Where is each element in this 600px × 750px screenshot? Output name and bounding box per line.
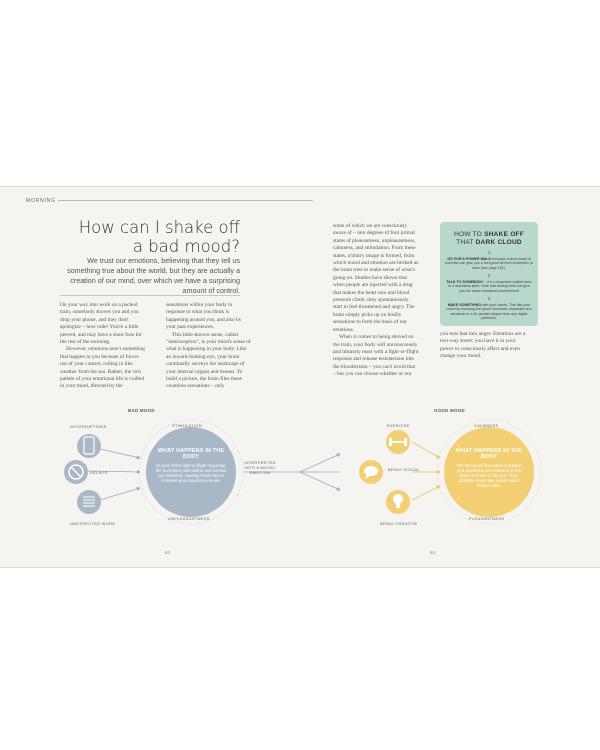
intro-text: We trust our emotions, believing that they tell us something true about the world, but they are actually a creation of our mind, over which we have a surprising amount of control. [66,256,240,295]
paragraph: sensations within your body in response to what you think is happening around you, and also by your past experiences. [166,302,242,331]
paragraph: some of which we are consciously aware of – into degrees of four primal states of pleasantness, unpleasantness, calmness, and stimulation. From these states, a blurry image is formed, from which mood and emotion are birthed as the brain tries to make sense of what's going on. Studies have shown that when people are injected with a drug that makes the heart race and blood pressure climb, they spontaneously start to feel threatened and angry. The brain simply picks up on bodily sensations to form the basis of our emotions. [333,223,419,333]
page-number-left: 62 [165,550,171,555]
paragraph: On your way into work on a packed train, somebody shoves you and you drop your phone, and they don't apologize – how rude! You're a little peeved, and may have a short fuse for the rest of the morning. [60,302,142,346]
label-delays: DELAYS [90,470,108,475]
arrow-exercise [412,442,440,458]
label-pleasantness: PLEASANTNESS [469,516,505,521]
good-circle-title: WHAT HAPPENS IN THE BODY [455,448,523,461]
sidebar-title: HOW TO SHAKE OFF THAT DARK CLOUD [453,231,524,246]
section-label: MORNING [26,198,56,204]
paragraph: When it comes to being shoved on the train, your body will unconsciously and instantly react with a fight-or-flight response and release testosterone into the bloodstream – you can't avoid that – but you can choose whether or not [333,334,419,378]
arrow-creative [412,486,440,500]
sidebar-tip-2: 2 TALK TO SOMEBODY – it's a dopamine-fuelled tonic to a downbeat spirit. Note that texting does not give you the same emotional nourishment! [446,273,532,293]
good-circle-text [453,448,525,489]
label-being-social: BEING SOCIAL [388,467,420,472]
label-transition: INTERPRETED INTO A MOOD/ EMOTION [244,460,276,475]
label-exercise: EXERCISE [387,423,410,428]
arrow-interruptions [100,449,140,458]
bad-circle-text [155,448,227,483]
sidebar-tip-3: 3 MAKE SOMETHING with your hands. This lifts your mood by boosting feel-good hormones dopamine and serotonin to a far greater degree than any digital pastimes. [446,296,532,320]
paragraph: However, emotions aren't something that happen to you because of forces out of your control, roiling in like weather from the sea. Rather, the rich palette of your emotional life is crafted in your mind, directed by the [60,346,145,390]
bad-mood-heading: BAD MOOD [128,408,155,413]
page-number-right: 63 [430,550,436,555]
label-unpleasantness: UNPLEASANTNESS [168,516,210,521]
bad-circle-description: As part of the fight-or-flight response, the hormones adrenaline and cortisol are released, causing heart rate to increase and muscles to tense. [155,462,227,484]
label-interruptions: INTERRUPTIONS [70,424,107,429]
label-calmness: CALMNESS [474,423,499,428]
label-being-creative: BEING CREATIVE [380,521,418,526]
arrow-unexpected-work [100,488,140,500]
good-mood-heading: GOOD MOOD [434,408,465,413]
label-stimulation: STIMULATION [172,423,202,428]
page-title: How can I shake off a bad mood? [78,218,240,256]
sidebar-tip-1: 1 GO FOR A POWER WALK because a short burst of exercise can give you a feel-good hit from endorphin (a does (see page 151). [445,250,533,270]
label-unexpected-work: UNEXPECTED WORK [70,521,116,526]
paper-stack-icon [77,490,101,514]
bad-circle-title: WHAT HAPPENS IN THE BODY [157,448,225,461]
good-circle-description: The feel-good hormones serotonin and dopamine are released in the brain and also in the gut. They stabilize heart rate, which helps induce calm. [456,462,522,489]
paragraph: you turn that into anger. Emotions are a two-way street: you have it in your power to consciously affect and even change your mood. [440,331,526,360]
paragraph: This little-known sense, called "interoception", is your mind's sense of what is happening in your body. Like an inward-looking eye, your brain continually surveys the landscape of your internal organs and tissues. To build a picture, the brain files these countless sensations – only [166,331,251,390]
